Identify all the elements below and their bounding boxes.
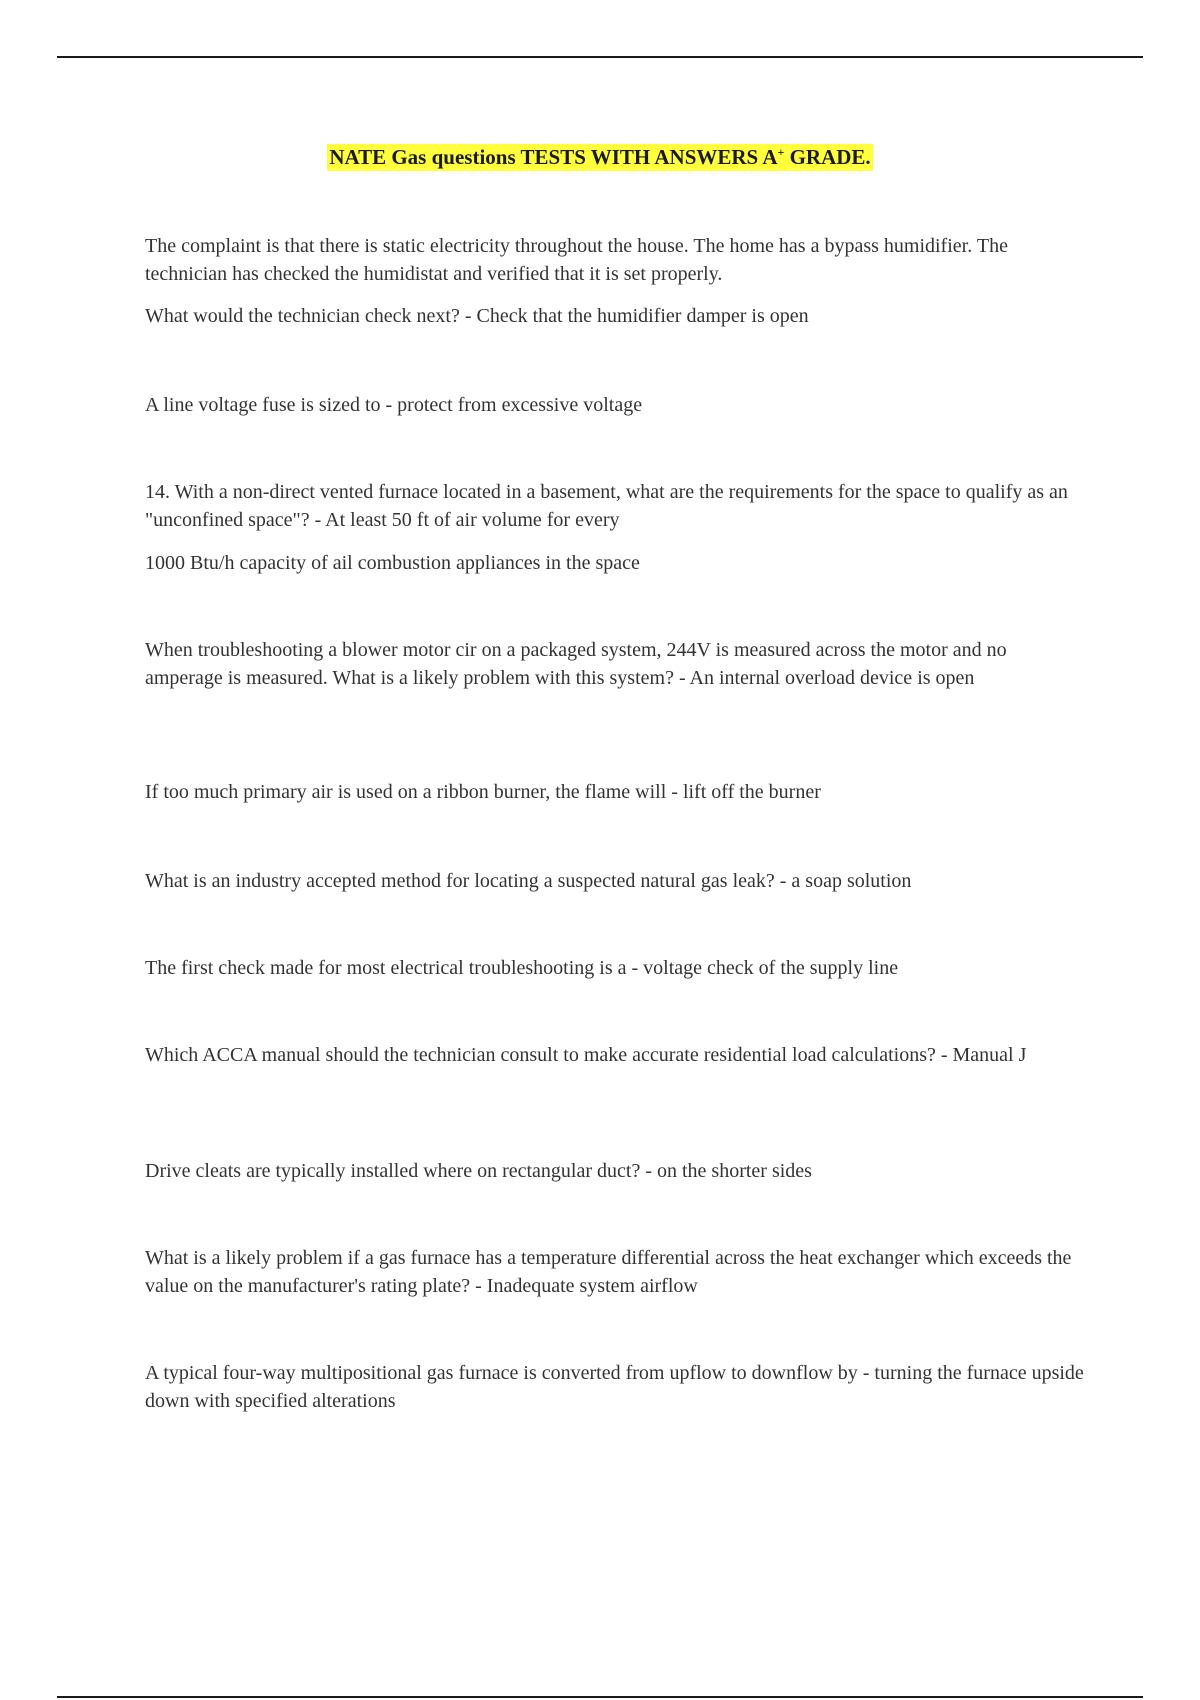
paragraph-acca-manual: Which ACCA manual should the technician consult to make accurate residential load calculations? - Manual J xyxy=(145,1044,1027,1066)
title-container xyxy=(0,144,1200,171)
paragraph-static-complaint: The complaint is that there is static electricity throughout the house. The home has a bypass humidifier. The technician has checked the humidistat and verified that it is set properly. xyxy=(145,235,1008,285)
paragraph-unconfined-space-cont: 1000 Btu/h capacity of ail combustion appliances in the space xyxy=(145,552,640,574)
paragraph-drive-cleats: Drive cleats are typically installed where on rectangular duct? - on the shorter sides xyxy=(145,1160,812,1182)
paragraph-ribbon-burner: If too much primary air is used on a ribbon burner, the flame will - lift off the burner xyxy=(145,781,821,803)
paragraph-temperature-differential: What is a likely problem if a gas furnace has a temperature differential across the heat exchanger which exceeds the value on the manufacturer's rating plate? - Inadequate system airflow xyxy=(145,1247,1072,1297)
top-rule xyxy=(57,56,1143,58)
paragraph-fuse: A line voltage fuse is sized to - protect from excessive voltage xyxy=(145,394,643,416)
bottom-rule xyxy=(57,1696,1143,1698)
paragraph-humidifier-answer: What would the technician check next? - Check that the humidifier damper is open xyxy=(145,305,809,327)
paragraph-electrical-check: The first check made for most electrical troubleshooting is a - voltage check of the supply line xyxy=(145,957,899,979)
document-title xyxy=(327,144,872,171)
paragraph-blower-motor: When troubleshooting a blower motor cir on a packaged system, 244V is measured across the motor and no amperage is measured. What is a likely problem with this system? - An internal overload device is open xyxy=(145,639,1007,689)
title-superscript: + xyxy=(777,145,785,159)
paragraph-unconfined-space: 14. With a non-direct vented furnace located in a basement, what are the requirements for the space to qualify as an "unconfined space"? - At least 50 ft of air volume for every xyxy=(145,481,1068,531)
title-end: GRADE. xyxy=(784,145,871,169)
title-main: NATE Gas questions TESTS WITH ANSWERS A xyxy=(329,145,778,169)
paragraph-furnace-conversion: A typical four-way multipositional gas furnace is converted from upflow to downflow by - turning the furnace upside down with specified alterations xyxy=(145,1362,1084,1412)
paragraph-gas-leak: What is an industry accepted method for locating a suspected natural gas leak? - a soap solution xyxy=(145,870,912,892)
